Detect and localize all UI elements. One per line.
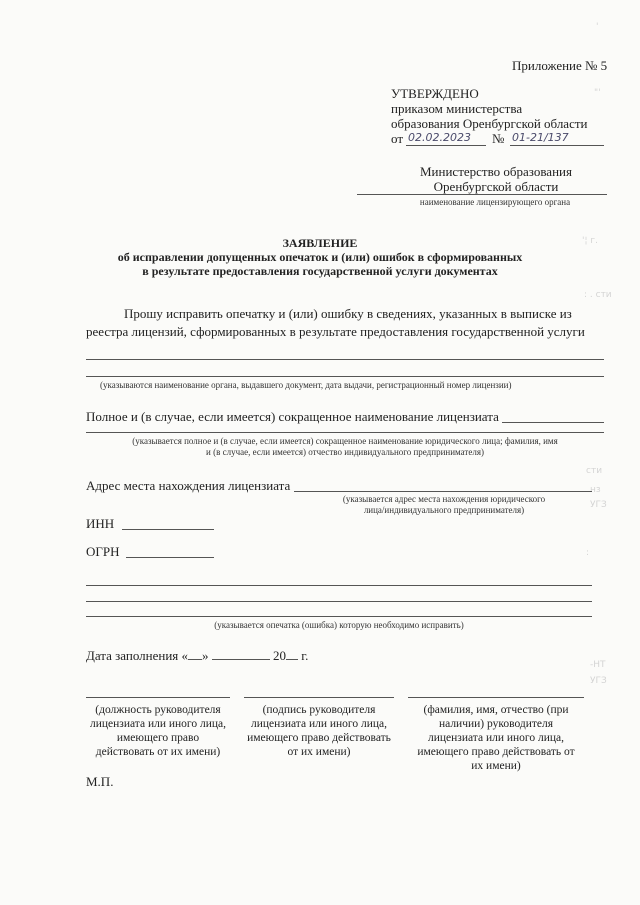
document-subtitle-line1: об исправлении допущенных опечаток и (или) ошибок в сформированных (117, 250, 523, 264)
document-title: ЗАЯВЛЕНИЕ (282, 236, 358, 250)
document-page: ' "' '¦ г. : . сти сти нз УГЗ : -НТ УГЗ Приложение № 5 УТВЕРЖДЕНО приказом министерства образования Оренбургской области от 02.02.2023 № 01-21/137 Министерство образования Оренбургской области наименование лицензирующего органа ЗАЯВЛЕНИЕ об исправлении допущенных опечаток и (или) ошибок в сформированных в результате предоставления государственной услуги документах Прошу исправить опечатку и (или) ошибку в сведениях, указанных в выписке из реестра лицензий, сформированных в результате предоставления государственной услуги (указываются наименование органа, выдавшего документ, дата выдачи, регистрационный номер лицензии) Полное и (в случае, если имеется) сокращенное наименование лицензиата (указывается полное и (в случае, если имеется) сокращенное наименование юридического лица; фамилия, имя и (в случае, если имеется) отчество индивидуального предпринимателя) Адрес места нахождения лицензиата (указывается адрес места нахождения юридического лица/индивидуального предпринимателя) ИНН ОГРН (указывается опечатка (ошибка) которую необходимо исправить) Дата заполнения « » 20 г. (должность руководителя лицензиата или иного лица, имеющего право действовать от их имени) (подпись руководителя лицензиата или иного лица, имеющего право действовать от их имени) (фамилия, имя, отчество (при наличии) руководителя лицензиата или иного лица, имеющего право действовать от их имени) М.П. (0, 0, 640, 905)
ogrn-fill-line[interactable] (126, 557, 214, 558)
licensee-caption-line1: (указывается полное и (в случае, если имеется) сокращенное наименование юридического лица; фамилия, имя (132, 436, 558, 446)
fill-date-month[interactable] (212, 648, 270, 660)
recipient-line2: Оренбургской области (433, 179, 559, 194)
approval-line1: приказом министерства (391, 101, 523, 116)
typo-fill-line-1[interactable] (86, 585, 592, 586)
fill-date-middle: » (202, 648, 209, 663)
fill-date-suffix: г. (301, 648, 309, 663)
fill-date-day[interactable] (188, 648, 202, 660)
address-caption-line2: лица/индивидуального предпринимателя) (363, 505, 525, 515)
address-label: Адрес места нахождения лицензиата (86, 478, 291, 493)
address-fill-line[interactable] (294, 491, 592, 492)
address-caption-line1: (указывается адрес места нахождения юридического (342, 494, 546, 504)
typo-fill-line-2[interactable] (86, 601, 592, 602)
approval-title: УТВЕРЖДЕНО (391, 86, 479, 101)
signature-line-sign[interactable] (244, 697, 394, 698)
fill-date-year-suffix[interactable] (286, 648, 298, 660)
approval-line2: образования Оренбургской области (391, 116, 588, 131)
signature-line-position[interactable] (86, 697, 230, 698)
signature-line-name[interactable] (408, 697, 584, 698)
typo-caption: (указывается опечатка (ошибка) которую необходимо исправить) (214, 620, 464, 630)
inn-label: ИНН (86, 516, 115, 531)
licensee-caption-line2: и (в случае, если имеется) отчество индивидуального предпринимателя) (206, 447, 484, 457)
approval-number-value: 01-21/137 (512, 131, 569, 144)
stamp-place-label: М.П. (86, 774, 114, 789)
fill-date-year: 20 (273, 648, 287, 663)
organ-caption: (указываются наименование органа, выдавшего документ, дата выдачи, регистрационный номер лицензии) (100, 380, 512, 390)
inn-fill-line[interactable] (122, 529, 214, 530)
licensee-name-fill-line[interactable] (502, 422, 604, 423)
approval-number-prefix: № (492, 131, 505, 146)
recipient-line1: Министерство образования (420, 164, 572, 179)
organ-fill-line-1[interactable] (86, 359, 604, 360)
fill-date-prefix: Дата заполнения « (86, 648, 189, 663)
organ-fill-line-2[interactable] (86, 376, 604, 377)
licensee-name-label: Полное и (в случае, если имеется) сокращенное наименование лицензиата (86, 409, 499, 424)
request-line2: реестра лицензий, сформированных в результате предоставления государственной услуги (86, 324, 585, 339)
signature-caption-sign: (подпись руководителя лицензиата или иного лица, имеющего право действовать от их имени) (247, 704, 391, 758)
signature-caption-position: (должность руководителя лицензиата или иного лица, имеющего право действовать от их имени) (89, 704, 227, 758)
fill-date-label (86, 648, 308, 663)
approval-date-value: 02.02.2023 (408, 131, 471, 144)
licensee-name-fill-line-2[interactable] (86, 432, 604, 433)
approval-date-prefix: от (391, 131, 404, 146)
recipient-caption: наименование лицензирующего органа (419, 197, 571, 207)
typo-fill-line-3[interactable] (86, 616, 592, 617)
request-line1: Прошу исправить опечатку и (или) ошибку в сведениях, указанных в выписке из (124, 306, 572, 321)
document-subtitle-line2: в результате предоставления государственной услуги документах (142, 264, 498, 278)
ogrn-label: ОГРН (86, 544, 120, 559)
signature-caption-name: (фамилия, имя, отчество (при наличии) руководителя лицензиата или иного лица, имеющего право действовать от их имени) (417, 704, 575, 772)
appendix-label: Приложение № 5 (512, 58, 608, 73)
